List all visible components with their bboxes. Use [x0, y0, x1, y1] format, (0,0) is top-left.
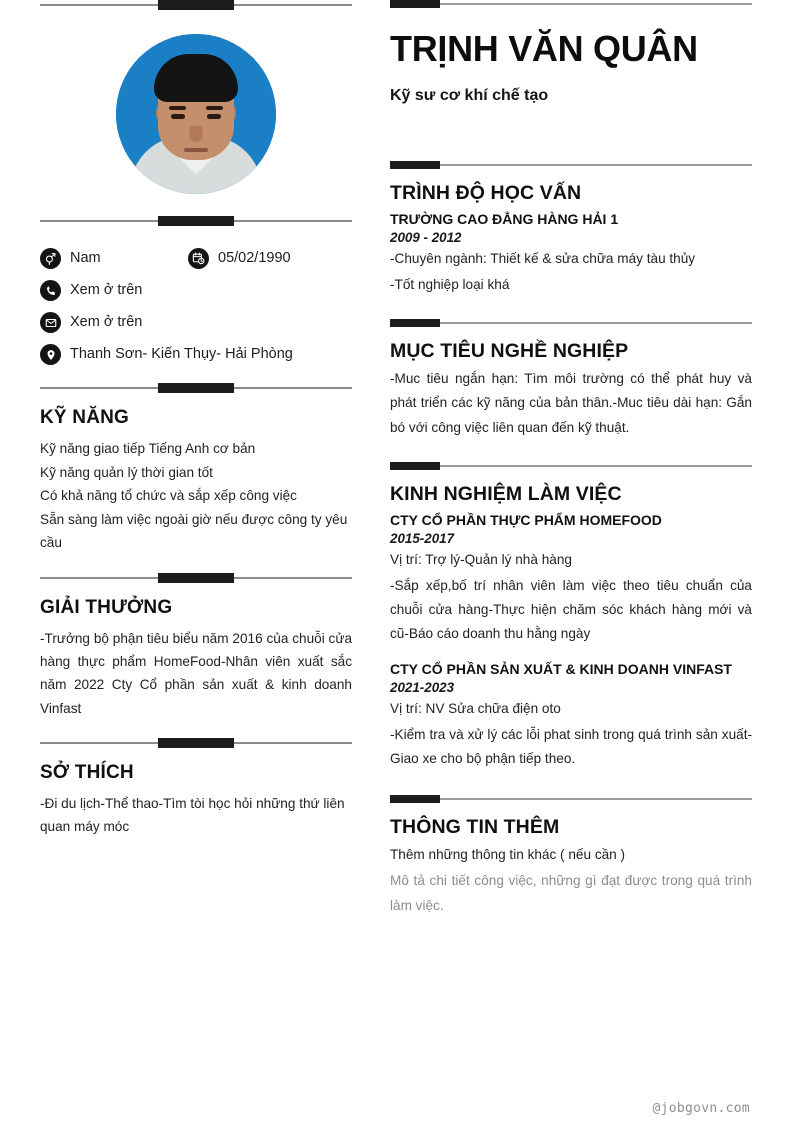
main-divider-education — [390, 161, 752, 169]
main-divider-additional — [390, 795, 752, 803]
main-divider-top — [390, 0, 752, 8]
experience-position: Vị trí: Trợ lý-Quản lý nhà hàng — [390, 551, 572, 567]
contact-item-address — [40, 344, 293, 365]
sidebar-divider-top — [40, 0, 352, 10]
divider-block — [158, 0, 234, 10]
phone-icon — [40, 280, 61, 301]
divider-block — [158, 573, 234, 583]
skill-item: Kỹ năng giao tiếp Tiếng Anh cơ bản — [40, 441, 256, 456]
divider-rule — [390, 164, 752, 166]
section-hobbies — [40, 738, 352, 839]
sidebar-column — [0, 0, 370, 1130]
contact-value-address: Thanh Sơn- Kiến Thụy- Hải Phòng — [70, 346, 293, 363]
photo-mouth — [184, 148, 208, 152]
section-education — [390, 161, 752, 297]
experience-details: -Sắp xếp,bố trí nhân viên làm việc theo tiêu chuẩn của chuỗi cửa hàng-Thực hiện chăm sóc khách hàng mới và cũ-Báo cáo doanh thu hằng ngày — [390, 578, 752, 642]
photo-brow-left — [169, 106, 186, 110]
watermark: @jobgovn.com — [652, 1101, 750, 1116]
experience-entry — [390, 661, 752, 772]
main-divider-objective — [390, 319, 752, 327]
section-heading-skills: KỸ NĂNG — [40, 407, 130, 428]
section-heading-awards: GIẢI THƯỞNG — [40, 596, 173, 618]
profile-photo-wrapper — [40, 34, 352, 194]
section-awards — [40, 573, 352, 721]
sidebar-divider-awards — [40, 573, 352, 583]
main-column — [370, 0, 790, 1130]
contact-item-gender — [40, 248, 188, 269]
photo-eye-left — [171, 114, 185, 119]
divider-block — [158, 738, 234, 748]
experience-entry — [390, 512, 752, 647]
experience-details: -Kiểm tra và xử lý các lỗi phat sinh trong quá trình sản xuất-Giao xe cho bộ phận tiếp theo. — [390, 726, 752, 766]
section-heading-experience: KINH NGHIỆM LÀM VIỆC — [390, 482, 622, 505]
divider-block — [158, 383, 234, 393]
photo-brow-right — [206, 106, 223, 110]
contact-row — [40, 248, 352, 269]
contact-row — [40, 312, 352, 333]
education-school: TRƯỜNG CAO ĐẲNG HÀNG HẢI 1 — [390, 210, 619, 227]
education-detail-major: -Chuyên ngành: Thiết kế & sửa chữa máy tàu thủy — [390, 250, 696, 266]
experience-company: CTY CỔ PHẦN SẢN XUẤT & KINH DOANH VINFAST — [390, 660, 732, 677]
divider-rule — [390, 465, 752, 467]
envelope-icon — [40, 312, 61, 333]
experience-years: 2021-2023 — [390, 679, 455, 695]
divider-block — [390, 0, 440, 8]
skill-item: Sẵn sàng làm việc ngoài giờ nếu được công ty yêu cầu — [40, 511, 348, 551]
contact-value-phone: Xem ở trên — [70, 282, 143, 299]
contact-row — [40, 280, 352, 301]
section-heading-education: TRÌNH ĐỘ HỌC VẤN — [390, 181, 582, 204]
experience-position: Vị trí: NV Sửa chữa điện oto — [390, 700, 561, 716]
contact-info-list — [40, 248, 352, 365]
section-additional-info — [390, 795, 752, 918]
education-years: 2009 - 2012 — [390, 229, 462, 245]
education-detail-grade: -Tốt nghiệp loại khá — [390, 277, 510, 293]
additional-line-2: Mô tả chi tiết công việc, những gì đạt được trong quá trình làm việc. — [390, 873, 752, 913]
contact-value-birthdate: 05/02/1990 — [218, 250, 291, 267]
skill-item: Kỹ năng quản lý thời gian tốt — [40, 464, 213, 480]
calendar-clock-icon — [188, 248, 209, 269]
contact-item-email — [40, 312, 142, 333]
divider-rule — [390, 322, 752, 324]
objective-body: -Muc tiêu ngắn hạn: Tìm môi trường có thể phát huy và phát triển các kỹ năng của bản thân.-Muc tiêu dài hạn: Gắn bó với công việc liên quan đến kỹ thuật. — [390, 371, 752, 435]
photo-eye-right — [207, 114, 221, 119]
gender-icon — [40, 248, 61, 269]
location-pin-icon — [40, 344, 61, 365]
divider-block — [390, 161, 440, 169]
photo-hair — [154, 54, 238, 102]
main-divider-experience — [390, 462, 752, 470]
experience-company: CTY CỔ PHẦN THỰC PHẨM HOMEFOOD — [390, 511, 662, 528]
photo-nose — [190, 126, 203, 142]
contact-value-gender: Nam — [70, 250, 101, 267]
divider-block — [390, 319, 440, 327]
job-title: Kỹ sư cơ khí chế tạo — [390, 86, 549, 104]
section-experience — [390, 462, 752, 771]
section-skills — [40, 383, 352, 555]
contact-item-phone — [40, 280, 142, 301]
section-heading-hobbies: SỞ THÍCH — [40, 762, 134, 784]
section-heading-objective: MỤC TIÊU NGHỀ NGHIỆP — [390, 340, 629, 363]
divider-rule — [390, 798, 752, 800]
contact-row — [40, 344, 352, 365]
awards-body: -Trưởng bộ phận tiêu biểu năm 2016 của chuỗi cửa hàng thực phẩm HomeFood-Nhân viên xuất sắc năm 2022 Cty Cổ phần sản xuất & kinh doanh Vinfast — [40, 630, 352, 716]
divider-block — [390, 462, 440, 470]
section-heading-additional: THÔNG TIN THÊM — [390, 816, 560, 839]
skill-item: Có khả năng tổ chức và sắp xếp công việc — [40, 488, 297, 504]
divider-block — [390, 795, 440, 803]
experience-years: 2015-2017 — [390, 530, 455, 546]
sidebar-divider-below-photo — [40, 216, 352, 226]
contact-value-email: Xem ở trên — [70, 314, 143, 331]
sidebar-divider-skills — [40, 383, 352, 393]
page-title: TRỊNH VĂN QUÂN — [390, 28, 698, 69]
additional-line-1: Thêm những thông tin khác ( nếu cần ) — [390, 847, 626, 863]
divider-block — [158, 216, 234, 226]
contact-item-birthdate — [188, 248, 291, 269]
hobbies-body: -Đi du lịch-Thể thao-Tìm tòi học hỏi những thứ liên quan máy móc — [40, 796, 345, 835]
avatar — [116, 34, 276, 194]
sidebar-divider-hobbies — [40, 738, 352, 748]
section-objective — [390, 319, 752, 440]
divider-rule — [390, 3, 752, 5]
